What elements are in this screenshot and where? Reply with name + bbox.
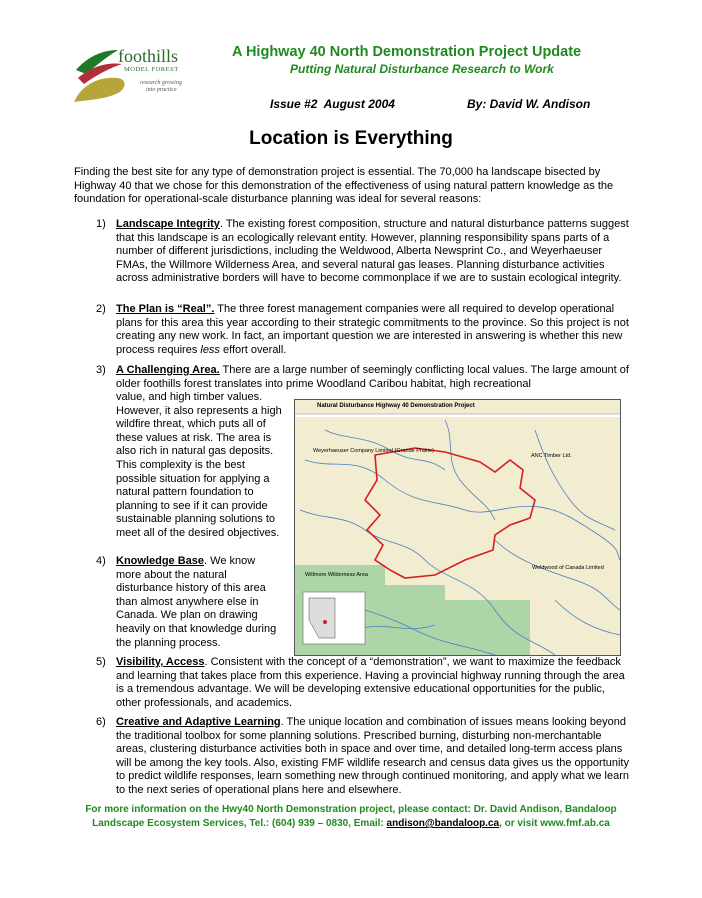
item-number: 4) xyxy=(96,555,106,567)
map-title: Natural Disturbance Highway 40 Demonstration Project xyxy=(317,403,475,409)
item-text: The three forest management companies were all required to develop operational plans for this area this year according to their strategic commitments to the province. So this project is not creating any new work. In fact, an important question we are interested in answering is whether this new process requires xyxy=(116,303,629,356)
map-label-weyerhaeuser: Weyerhaeuser Company Limited (Grande Prairie) xyxy=(313,448,434,454)
author: By: David W. Andison xyxy=(467,97,591,111)
item-text: . Consistent with the concept of a “demonstration”, we want to maximize the feedback and learning that takes place from this experience. Having a provincial highway running through the area is a tremendous advantage. We will be developing extensive educational opportunities for the public, other professionals, and academics. xyxy=(116,656,625,709)
email-link[interactable]: andison@bandaloop.ca xyxy=(386,818,500,829)
item-title: Visibility, Access xyxy=(116,656,205,668)
project-map xyxy=(294,399,621,656)
logo-sub: MODEL FOREST xyxy=(124,66,179,73)
logo-name: foothills xyxy=(118,46,179,66)
list-item xyxy=(116,218,631,286)
list-item-continued: value, and high timber values. However, it also represents a high wildfire threat, which puts all of these values at risk. The area is also rich in natural gas deposits. This complexity is the best possible situation for applying a natural pattern foundation to planning to see if it can provide sustainable planning solutions to meet all of the desired objectives. xyxy=(116,391,282,539)
logo-tagline-1: research growing xyxy=(140,80,182,86)
list-item xyxy=(116,303,631,357)
map-label-willmore: Willmore Wilderness Area xyxy=(305,572,368,578)
header-title: A Highway 40 North Demonstration Project Update xyxy=(232,44,582,60)
list-item xyxy=(116,716,631,798)
item-title: A Challenging Area. xyxy=(116,364,220,376)
issue-line: Issue #2 August 2004 xyxy=(270,97,395,111)
item-emphasis: less xyxy=(200,343,220,356)
footer xyxy=(0,803,702,831)
item-text: . The unique location and combination of issues means looking beyond the traditional toolbox for some planning solutions. Prescribed burning, disturbing non-merchantable areas, clustering disturbance activities both in space and over time, and detailed long-term access plans will be among the key tools. Also, existing FMF wildlife research and census data gives us the opportunity to predict wildlife responses, learn something new through continued monitoring, and apply what we learn to the next series of operational plans here and elsewhere. xyxy=(116,716,630,796)
item-number: 1) xyxy=(96,218,106,230)
list-item xyxy=(116,364,631,391)
list-item xyxy=(116,555,280,650)
item-text: . We know more about the natural disturbance history of this area than almost anywhere else in Canada. We plan on drawing heavily on that knowledge during the planning process. xyxy=(116,555,277,649)
item-number: 3) xyxy=(96,364,106,376)
item-number: 6) xyxy=(96,716,106,728)
item-title: Creative and Adaptive Learning xyxy=(116,716,281,728)
item-title: Knowledge Base xyxy=(116,555,205,567)
page-title: Location is Everything xyxy=(249,128,453,149)
item-title: Landscape Integrity xyxy=(116,218,220,230)
header-subtitle: Putting Natural Disturbance Research to Work xyxy=(290,62,554,76)
item-text: There are a large number of seemingly conflicting local values. The large amount of older foothills forest translates into prime Woodland Caribou habitat, high recreational xyxy=(116,364,629,390)
item-text: . The existing forest composition, structure and natural disturbance patterns suggest that this landscape is an ecologically relevant entity. However, planning responsibility spans parts of a number of different jurisdictions, including the Weldwood, Alberta Newsprint Co., and Weyerhaeuser FMAs, the Willmore Wilderness Area, and several natural gas leases. Planning disturbance activities across administrative borders will have to become commonplace if we are to sustain ecological integrity. xyxy=(116,218,629,285)
intro-paragraph: Finding the best site for any type of demonstration project is essential. The 70,000 ha landscape bisected by Highway 40 that we chose for this demonstration of the effectiveness of using natural pattern knowledge as the foundation for operational-scale disturbance planning was ideal for several reasons: xyxy=(74,166,614,206)
map-graphic xyxy=(295,400,620,655)
list-item xyxy=(116,656,631,710)
item-number: 2) xyxy=(96,303,106,315)
map-label-weldwood: Weldwood of Canada Limited xyxy=(532,565,604,571)
logo-tagline-2: into practice xyxy=(146,87,177,93)
footer-line-2: Landscape Ecosystem Services, Tel.: (604) 939 – 0830, Email: andison@bandaloop.ca, or visit www.fmf.ab.ca xyxy=(92,818,610,829)
item-title: The Plan is “Real”. xyxy=(116,303,215,315)
item-text: effort overall. xyxy=(219,343,287,356)
map-label-anc: ANC Timber Ltd. xyxy=(531,453,572,459)
footer-line-1: For more information on the Hwy40 North Demonstration project, please contact: Dr. David Andison, Bandaloop xyxy=(85,804,617,815)
item-number: 5) xyxy=(96,656,106,668)
